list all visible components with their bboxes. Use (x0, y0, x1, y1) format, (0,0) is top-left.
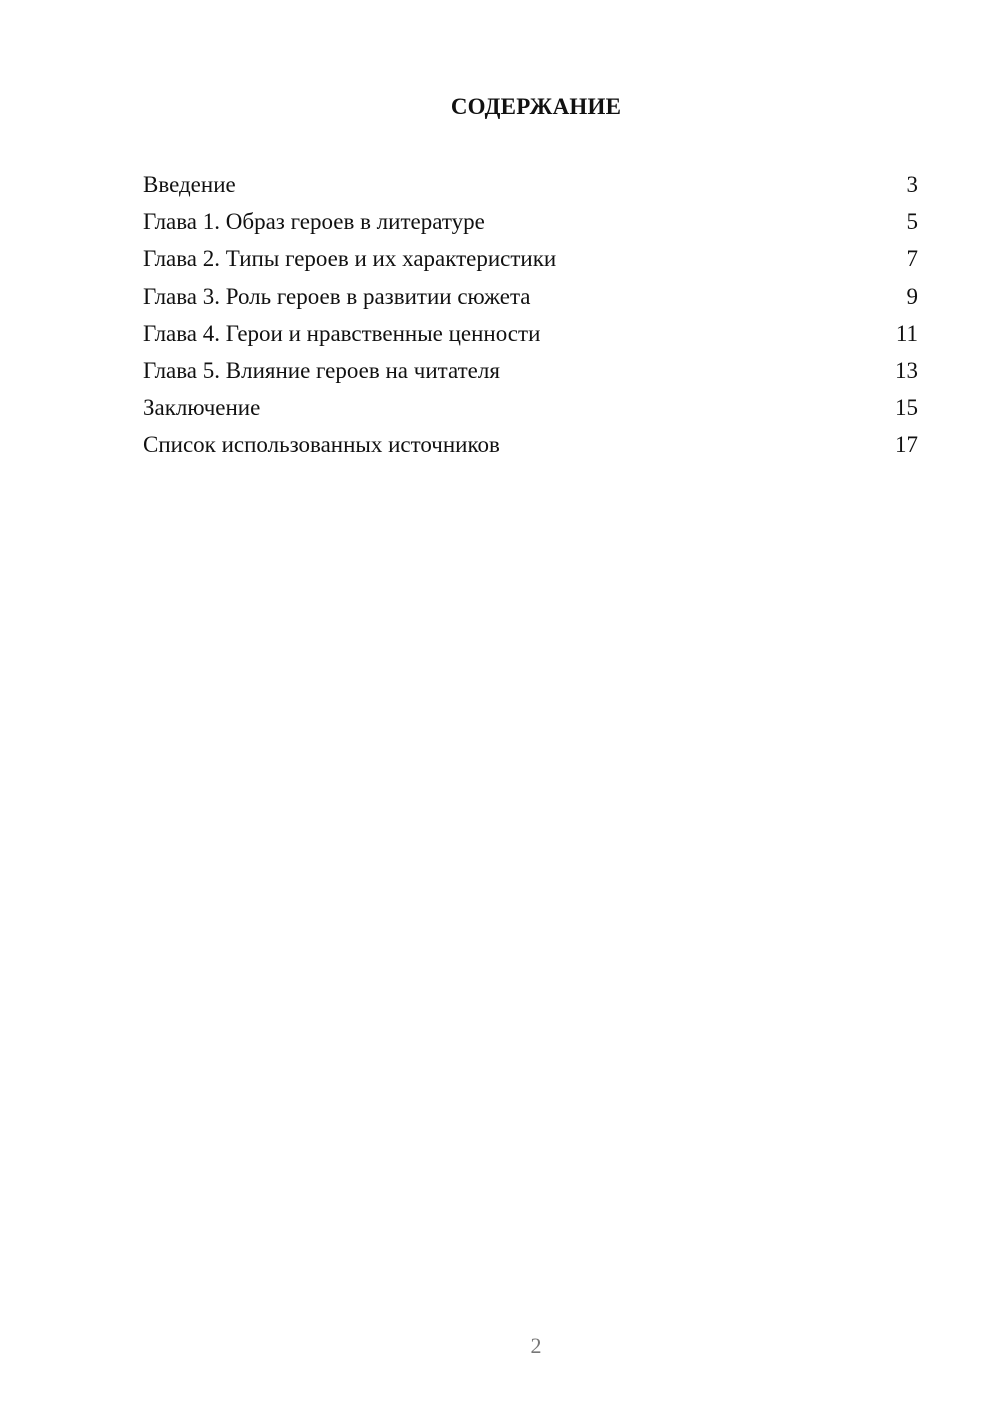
toc-entry (143, 242, 918, 279)
page-number: 2 (530, 1333, 542, 1358)
toc-entry-page: 9 (906, 283, 918, 309)
toc-entry-label: Заключение (143, 395, 261, 421)
toc-entry (143, 428, 918, 465)
toc-entry-page: 7 (906, 246, 918, 272)
toc-entry (143, 354, 918, 391)
toc-entry (143, 205, 918, 242)
toc-entry-label: Список использованных источников (143, 432, 500, 458)
toc-entry-page: 3 (906, 172, 918, 197)
toc-entry-label: Введение (143, 172, 236, 197)
toc-entry (143, 391, 918, 428)
toc-entry-page: 17 (895, 432, 918, 458)
toc-entry-label: Глава 3. Роль героев в развитии сюжета (143, 283, 531, 309)
toc-entry (143, 168, 918, 205)
table-of-contents (143, 168, 918, 466)
toc-entry-page: 11 (895, 320, 918, 346)
toc-entry (143, 280, 918, 317)
toc-title: СОДЕРЖАНИЕ (450, 94, 622, 119)
toc-entry-page: 13 (895, 357, 918, 383)
toc-entry-label: Глава 5. Влияние героев на читателя (143, 357, 500, 383)
toc-entry-label: Глава 1. Образ героев в литературе (143, 209, 485, 235)
toc-entry (143, 317, 918, 354)
toc-entry-page: 5 (906, 209, 918, 235)
toc-entry-label: Глава 2. Типы героев и их характеристики (143, 246, 557, 272)
toc-entry-page: 15 (895, 395, 918, 421)
toc-entry-label: Глава 4. Герои и нравственные ценности (143, 320, 541, 346)
